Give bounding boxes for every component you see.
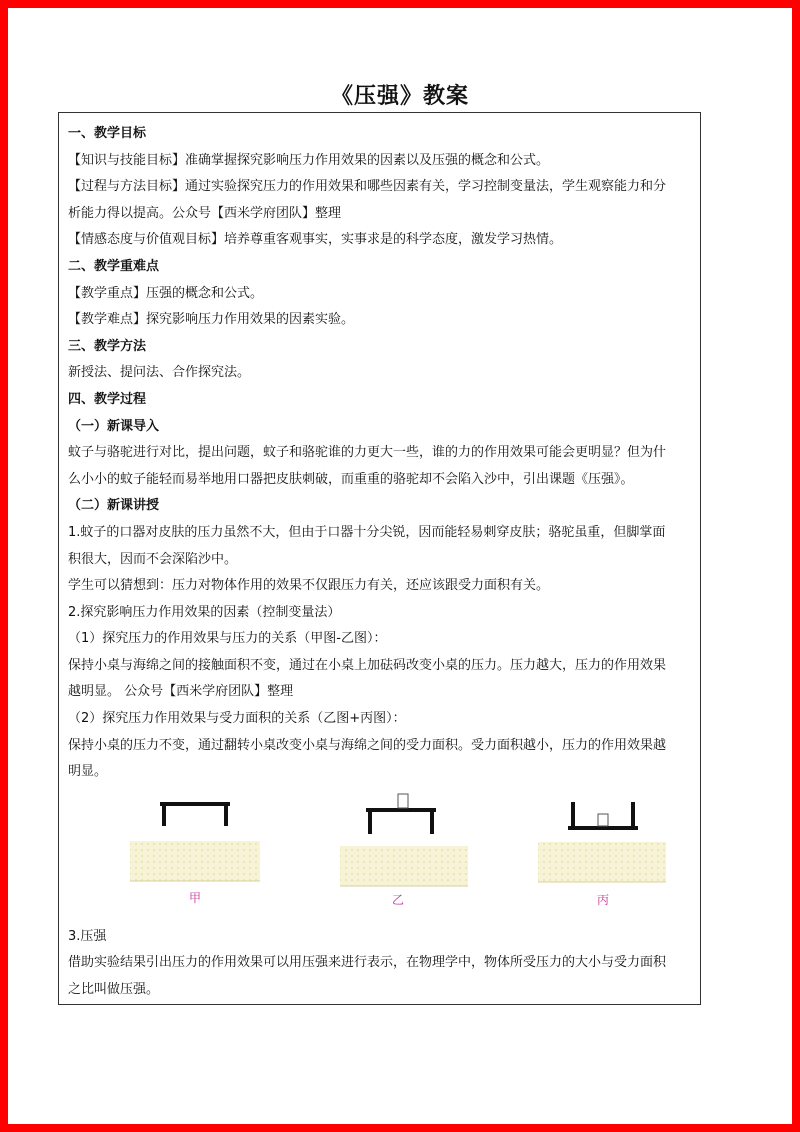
figure-label-jia: 甲: [188, 890, 202, 905]
subsection-heading-lecture: （二）新课讲授: [68, 498, 160, 514]
sponge-b-texture: [340, 846, 468, 886]
paragraph: 【教学难点】探究影响压力作用效果的因素实验。: [68, 312, 355, 328]
paragraph: 保持小桌与海绵之间的接触面积不变，通过在小桌上加砝码改变小桌的压力。压力越大，压力的作用效果: [68, 657, 667, 673]
paragraph: 之比叫做压强。: [68, 982, 160, 998]
table-b-leg-right: [430, 808, 434, 834]
table-b-top: [366, 808, 436, 812]
paragraph: 明显。: [68, 764, 108, 780]
subsection-heading-intro: （一）新课导入: [68, 418, 160, 434]
paragraph: 蚊子与骆驼进行对比，提出问题，蚊子和骆驼谁的力更大一些，谁的力的作用效果可能会更明显？但为什: [68, 445, 667, 461]
paragraph: 保持小桌的压力不变，通过翻转小桌改变小桌与海绵之间的受力面积。受力面积越小，压力的作用效果越: [68, 737, 667, 753]
figure-b-table-with-weight: [340, 794, 468, 907]
table-a-leg-left: [162, 802, 166, 826]
section-heading-goals: 一、教学目标: [68, 126, 147, 141]
paragraph: 积很大，因而不会深陷沙中。: [68, 551, 238, 567]
table-c-top: [568, 826, 638, 830]
sponge-a-texture: [130, 841, 260, 881]
section-heading-process: 四、教学过程: [68, 391, 147, 407]
paragraph: 析能力得以提高。公众号【西米学府团队】整理: [68, 205, 342, 221]
experiment-figures: [68, 788, 695, 924]
table-c-leg-left: [571, 802, 575, 826]
paragraph: 1.蚊子的口器对皮肤的压力虽然不大，但由于口器十分尖锐，因而能轻易刺穿皮肤；骆驼虽重，但脚掌面: [68, 524, 666, 540]
page-title: 《压强》教案: [330, 84, 469, 109]
paragraph: 【教学重点】压强的概念和公式。: [68, 285, 264, 301]
figure-a-upright-table: [130, 802, 260, 905]
weight-b: [398, 794, 408, 808]
paragraph: （1）探究压力的作用效果与压力的关系（甲图-乙图）：: [68, 631, 387, 647]
sponge-c-texture: [538, 842, 666, 882]
weight-c: [598, 814, 608, 826]
paragraph: （2）探究压力作用效果与受力面积的关系（乙图+丙图）：: [68, 711, 406, 727]
figure-label-yi: 乙: [391, 892, 405, 907]
table-a-leg-right: [224, 802, 228, 826]
paragraph: 【知识与技能目标】准确掌握探究影响压力作用效果的因素以及压强的概念和公式。: [68, 152, 550, 168]
figure-label-bing: 丙: [596, 892, 610, 907]
paragraph: 【情感态度与价值观目标】培养尊重客观事实，实事求是的科学态度，激发学习热情。: [68, 232, 563, 248]
table-c-leg-right: [631, 802, 635, 826]
paragraph: 新授法、提问法、合作探究法。: [68, 365, 251, 381]
paragraph: 学生可以猜想到：压力对物体作用的效果不仅跟压力有关，还应该跟受力面积有关。: [68, 578, 550, 594]
table-a-top: [160, 802, 230, 806]
paragraph: 借助实验结果引出压力的作用效果可以用压强来进行表示，在物理学中，物体所受压力的大小与受力面积: [68, 955, 667, 971]
paragraph: 【过程与方法目标】通过实验探究压力的作用效果和哪些因素有关，学习控制变量法，学生观察能力和分: [68, 179, 667, 195]
paragraph: 2.探究影响压力作用效果的因素（控制变量法）: [68, 604, 341, 620]
experiment-diagram: [68, 788, 695, 924]
section-heading-methods: 三、教学方法: [68, 338, 147, 354]
section-heading-key-points: 二、教学重难点: [68, 258, 160, 274]
table-b-leg-left: [368, 808, 372, 834]
figure-c-flipped-table: [538, 802, 666, 907]
lesson-content: [68, 121, 695, 1004]
paragraph: 么小小的蚊子能轻而易举地用口器把皮肤刺破，而重重的骆驼却不会陷入沙中，引出课题《压强》。: [68, 471, 634, 487]
paragraph: 越明显。 公众号【西米学府团队】整理: [68, 684, 294, 700]
paragraph: 3.压强: [68, 928, 107, 944]
lesson-plan-box: [58, 112, 701, 1005]
